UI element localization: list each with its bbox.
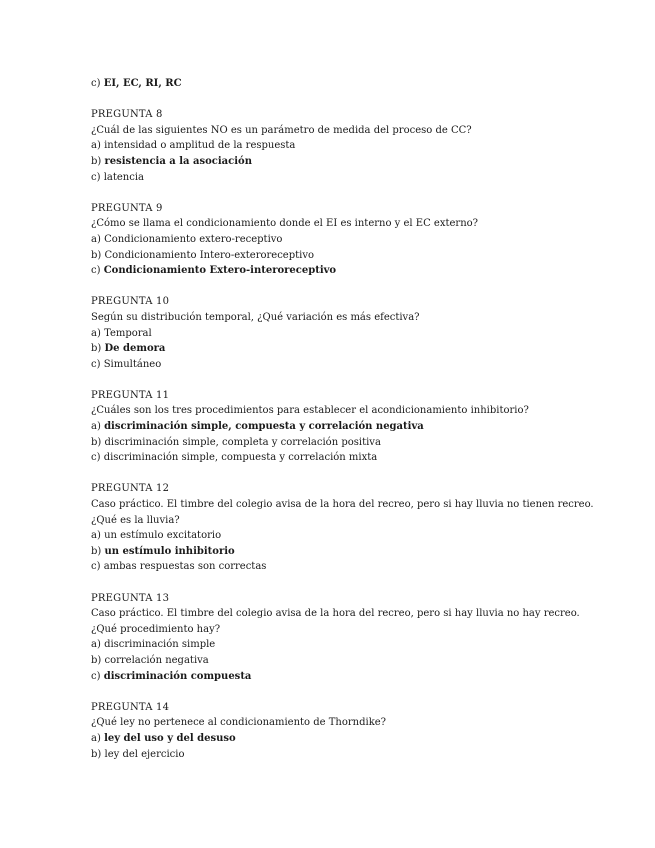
question-text: Caso práctico. El timbre del colegio avisa de la hora del recreo, pero si hay lluvia no hay recreo. (91, 608, 580, 620)
option-prefix: c) (91, 171, 101, 183)
option-prefix: a) (91, 140, 101, 152)
answer-option (91, 248, 631, 264)
option-text: correlación negativa (104, 654, 209, 666)
question-text: ¿Cuál de las siguientes NO es un parámetro de medida del proceso de CC? (91, 124, 472, 136)
answer-option (91, 138, 631, 154)
question-block (91, 107, 631, 185)
answer-option (91, 653, 631, 669)
document-content (91, 76, 631, 778)
answer-option (91, 435, 631, 451)
option-text: Condicionamiento extero-receptivo (104, 233, 283, 245)
question-text: Caso práctico. El timbre del colegio avisa de la hora del recreo, pero si hay lluvia no tienen recreo. (91, 499, 594, 511)
option-text: discriminación simple (104, 639, 216, 651)
option-text: un estímulo excitatorio (104, 530, 222, 542)
question-block (91, 481, 631, 575)
question-text: Según su distribución temporal, ¿Qué variación es más efectiva? (91, 311, 420, 323)
option-text: ambas respuestas son correctas (103, 561, 267, 573)
question-header: PREGUNTA 11 (91, 389, 170, 401)
question-text: ¿Qué es la lluvia? (91, 514, 180, 526)
correct-answer-text: resistencia a la asociación (104, 155, 252, 167)
answer-option (91, 170, 631, 186)
option-prefix: c) (91, 670, 101, 682)
option-text: Temporal (104, 327, 152, 339)
option-prefix: c) (91, 561, 101, 573)
option-text: Simultáneo (103, 358, 162, 370)
answer-option-correct (91, 731, 631, 747)
answer-option (91, 450, 631, 466)
answer-option-correct (91, 154, 631, 170)
correct-answer-text: De demora (104, 343, 166, 355)
correct-answer-text: discriminación simple, compuesta y correlación negativa (104, 421, 424, 433)
answer-option (91, 637, 631, 653)
option-prefix: b) (91, 249, 102, 261)
option-text: discriminación simple, compuesta y correlación mixta (103, 452, 378, 464)
question-header: PREGUNTA 14 (91, 701, 170, 713)
option-prefix: a) (91, 530, 101, 542)
question-header: PREGUNTA 10 (91, 296, 170, 308)
option-prefix: b) (91, 654, 102, 666)
option-prefix: c) (91, 452, 101, 464)
option-prefix: a) (91, 732, 101, 744)
option-text: Condicionamiento Intero-exteroreceptivo (104, 249, 314, 261)
option-text: discriminación simple, completa y correlación positiva (104, 436, 381, 448)
intro-line (91, 76, 631, 92)
question-text: ¿Cuáles son los tres procedimientos para establecer el acondicionamiento inhibitorio? (91, 405, 529, 417)
option-text: ley del ejercicio (104, 748, 185, 760)
question-block (91, 201, 631, 279)
answer-option-correct (91, 419, 631, 435)
option-prefix: b) (91, 436, 102, 448)
intro-answer (91, 76, 631, 92)
answer-option-correct (91, 341, 631, 357)
question-header: PREGUNTA 8 (91, 109, 163, 121)
question-header: PREGUNTA 13 (91, 592, 170, 604)
option-prefix: c) (91, 78, 101, 89)
question-list (91, 107, 631, 762)
correct-answer-text: ley del uso y del desuso (104, 732, 236, 744)
correct-answer-text: EI, EC, RI, RC (103, 78, 182, 89)
answer-option-correct (91, 669, 631, 685)
option-prefix: b) (91, 343, 102, 355)
answer-option (91, 559, 631, 575)
correct-answer-text: un estímulo inhibitorio (104, 545, 235, 557)
question-block (91, 591, 631, 685)
question-text: ¿Cómo se llama el condicionamiento donde el EI es interno y el EC externo? (91, 218, 479, 230)
answer-option (91, 747, 631, 763)
option-text: latencia (103, 171, 145, 183)
option-prefix: a) (91, 327, 101, 339)
option-prefix: a) (91, 421, 101, 433)
correct-answer-text: Condicionamiento Extero-interoreceptivo (103, 265, 337, 277)
answer-option (91, 357, 631, 373)
question-block (91, 388, 631, 466)
option-prefix: a) (91, 639, 101, 651)
correct-answer-text: discriminación compuesta (103, 670, 252, 682)
answer-option (91, 528, 631, 544)
option-text: intensidad o amplitud de la respuesta (104, 140, 296, 152)
question-text: ¿Qué ley no pertenece al condicionamiento de Thorndike? (91, 717, 387, 729)
question-header: PREGUNTA 12 (91, 483, 170, 495)
option-prefix: b) (91, 748, 102, 760)
answer-option-correct (91, 544, 631, 560)
option-prefix: b) (91, 155, 102, 167)
question-text: ¿Qué procedimiento hay? (91, 623, 221, 635)
question-header: PREGUNTA 9 (91, 202, 163, 214)
question-block (91, 294, 631, 372)
question-block (91, 700, 631, 762)
answer-option (91, 232, 631, 248)
option-prefix: b) (91, 545, 102, 557)
option-prefix: c) (91, 358, 101, 370)
answer-option-correct (91, 263, 631, 279)
answer-option (91, 326, 631, 342)
option-prefix: c) (91, 265, 101, 277)
option-prefix: a) (91, 233, 101, 245)
